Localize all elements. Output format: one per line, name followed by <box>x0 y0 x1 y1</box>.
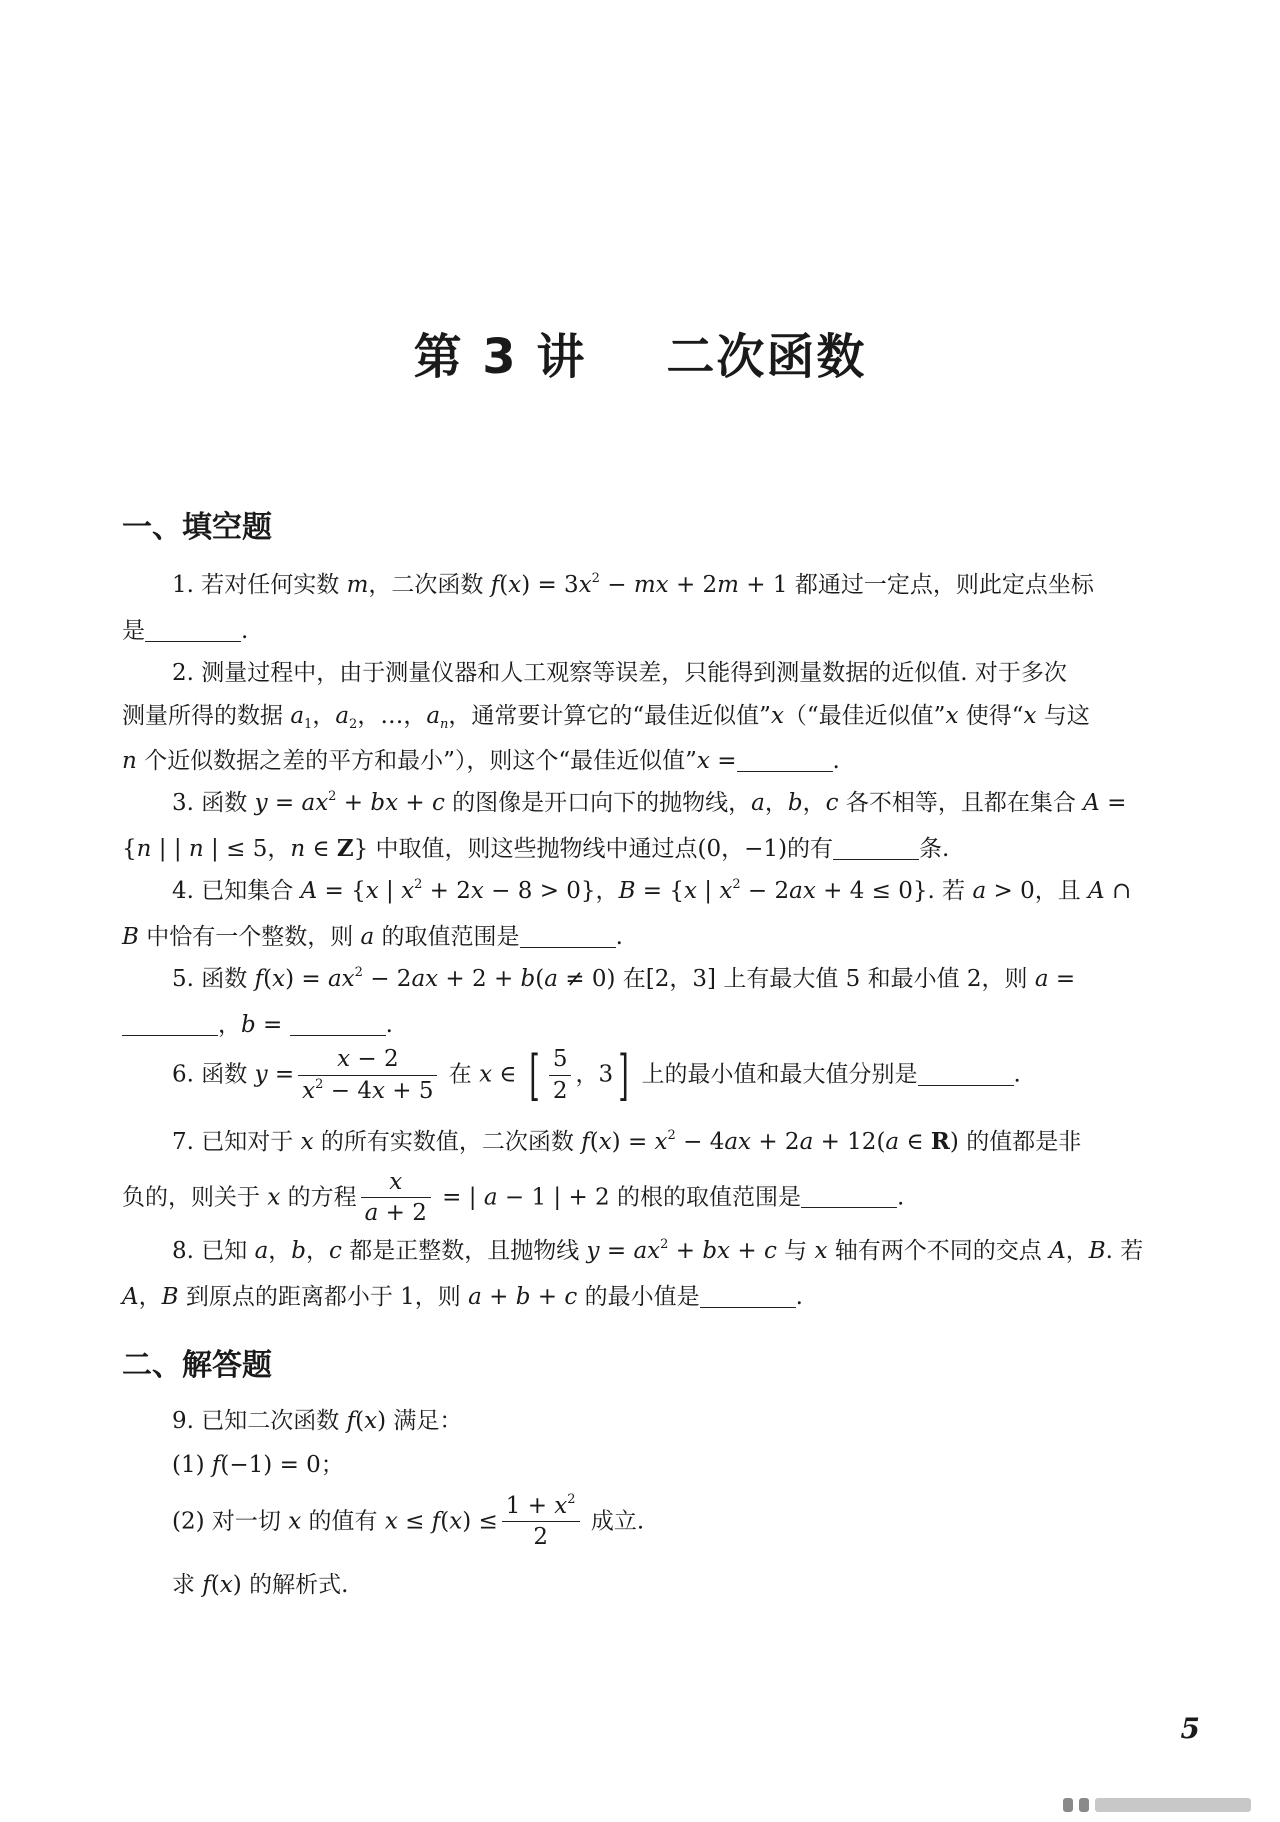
answer-blank[interactable] <box>520 924 616 948</box>
question-9-task: 求 f(x) 的解析式. <box>172 1572 349 1598</box>
question-5-line-1: 5. 函数 $f(x) = ax^2 - 2ax + 2 + b(a \ne 0)$ 在[2，3] 上有最大值 5 和最小值 2，则 a = <box>172 965 1076 992</box>
answer-blank[interactable] <box>700 1284 796 1308</box>
answer-blank[interactable] <box>290 1012 386 1036</box>
question-7-line-2: 负的，则关于 x 的方程 $\frac{x}{a + 2}$ = | a − 1 | + 2 的根的取值范围是 . <box>122 1169 905 1227</box>
scroll-track[interactable] <box>1095 1798 1251 1812</box>
answer-blank[interactable] <box>145 618 241 642</box>
question-3-line-1: 3. 函数 $y = ax^2$ + bx + c 的图像是开口向下的抛物线，a，b，c 各不相等，且都在集合 A = <box>172 789 1127 816</box>
fraction: $\frac{x}{a + 2}$ <box>361 1170 431 1227</box>
question-8-line-1: 8. 已知 a，b，c 都是正整数，且抛物线 $y = ax^2$ + bx + c 与 x 轴有两个不同的交点 A，B. 若 <box>172 1237 1144 1264</box>
answer-blank[interactable] <box>833 836 919 860</box>
answer-blank[interactable] <box>737 748 833 772</box>
question-2-line-1: 2. 测量过程中，由于测量仪器和人工观察等误差，只能得到测量数据的近似值. 对于多次 <box>172 660 1067 686</box>
question-9-condition-1: (1) f(−1) = 0； <box>172 1452 344 1478</box>
question-1-line-1: 1. 若对任何实数 m，二次函数 $f(x) = 3x^2$ − mx + 2m + 1 都通过一定点，则此定点坐标 <box>172 571 1094 598</box>
question-2-line-2: 测量所得的数据 $a_1$，$a_2$，…，$a_n$，通常要计算它的“最佳近似值”x（“最佳近似值”x 使得“x 与这 <box>122 703 1090 732</box>
page-title: 第 3 讲 二次函数 <box>413 329 867 385</box>
question-3-line-2: {n | | n | ≤ 5，n ∈ Z} 中取值，则这些抛物线中通过点(0，−1)的有 条. <box>122 835 950 862</box>
fraction: $\frac{x - 2}{x^2 - 4x + 5}$ <box>298 1047 437 1104</box>
question-7-line-1: 7. 已知对于 x 的所有实数值，二次函数 $f(x) = x^2 - 4ax + 2a + 12(a$ ∈ R) 的值都是非 <box>172 1128 1082 1155</box>
question-1-line-2: 是 . <box>122 618 249 644</box>
page-number: 5 <box>1180 1712 1200 1745</box>
answer-blank[interactable] <box>801 1184 897 1208</box>
question-5-line-2: ，b = . <box>122 1012 393 1037</box>
question-4-line-1: 4. 已知集合 A = {x | $x^2 + 2x - 8 > 0$}，B = {x | $x^2 - 2ax + 4 \le 0$}. 若 a > 0，且 A ∩ <box>172 877 1132 904</box>
question-8-line-2: A，B 到原点的距离都小于 1，则 a + b + c 的最小值是 . <box>122 1284 803 1310</box>
question-9-stem: 9. 已知二次函数 f(x) 满足： <box>172 1408 463 1434</box>
section-heading-solve: 二、解答题 <box>122 1348 272 1383</box>
scroll-thumb[interactable] <box>1079 1798 1089 1812</box>
scroll-left-icon[interactable] <box>1063 1798 1073 1812</box>
question-4-line-2: B 中恰有一个整数，则 a 的取值范围是 . <box>122 924 623 950</box>
question-9-condition-2: (2) 对一切 x 的值有 x ≤ f(x) ≤ $\frac{1 + x^2}{2}$ 成立. <box>172 1492 645 1551</box>
answer-blank[interactable] <box>122 1012 218 1036</box>
fraction: $\frac{5}{2}$ <box>549 1047 572 1104</box>
answer-blank[interactable] <box>918 1062 1014 1086</box>
question-2-line-3: n 个近似数据之差的平方和最小”），则这个“最佳近似值”x = . <box>122 748 840 774</box>
section-heading-fill-in: 一、填空题 <box>122 510 272 545</box>
question-6: 6. 函数 y = $\frac{x - 2}{x^2 - 4x + 5}$ 在 x ∈ [ $\frac{5}{2}$ ，3] 上的最小值和最大值分别是 . <box>172 1044 1021 1107</box>
horizontal-scrollbar[interactable] <box>1063 1796 1251 1816</box>
fraction: $\frac{1 + x^2}{2}$ <box>502 1494 580 1551</box>
